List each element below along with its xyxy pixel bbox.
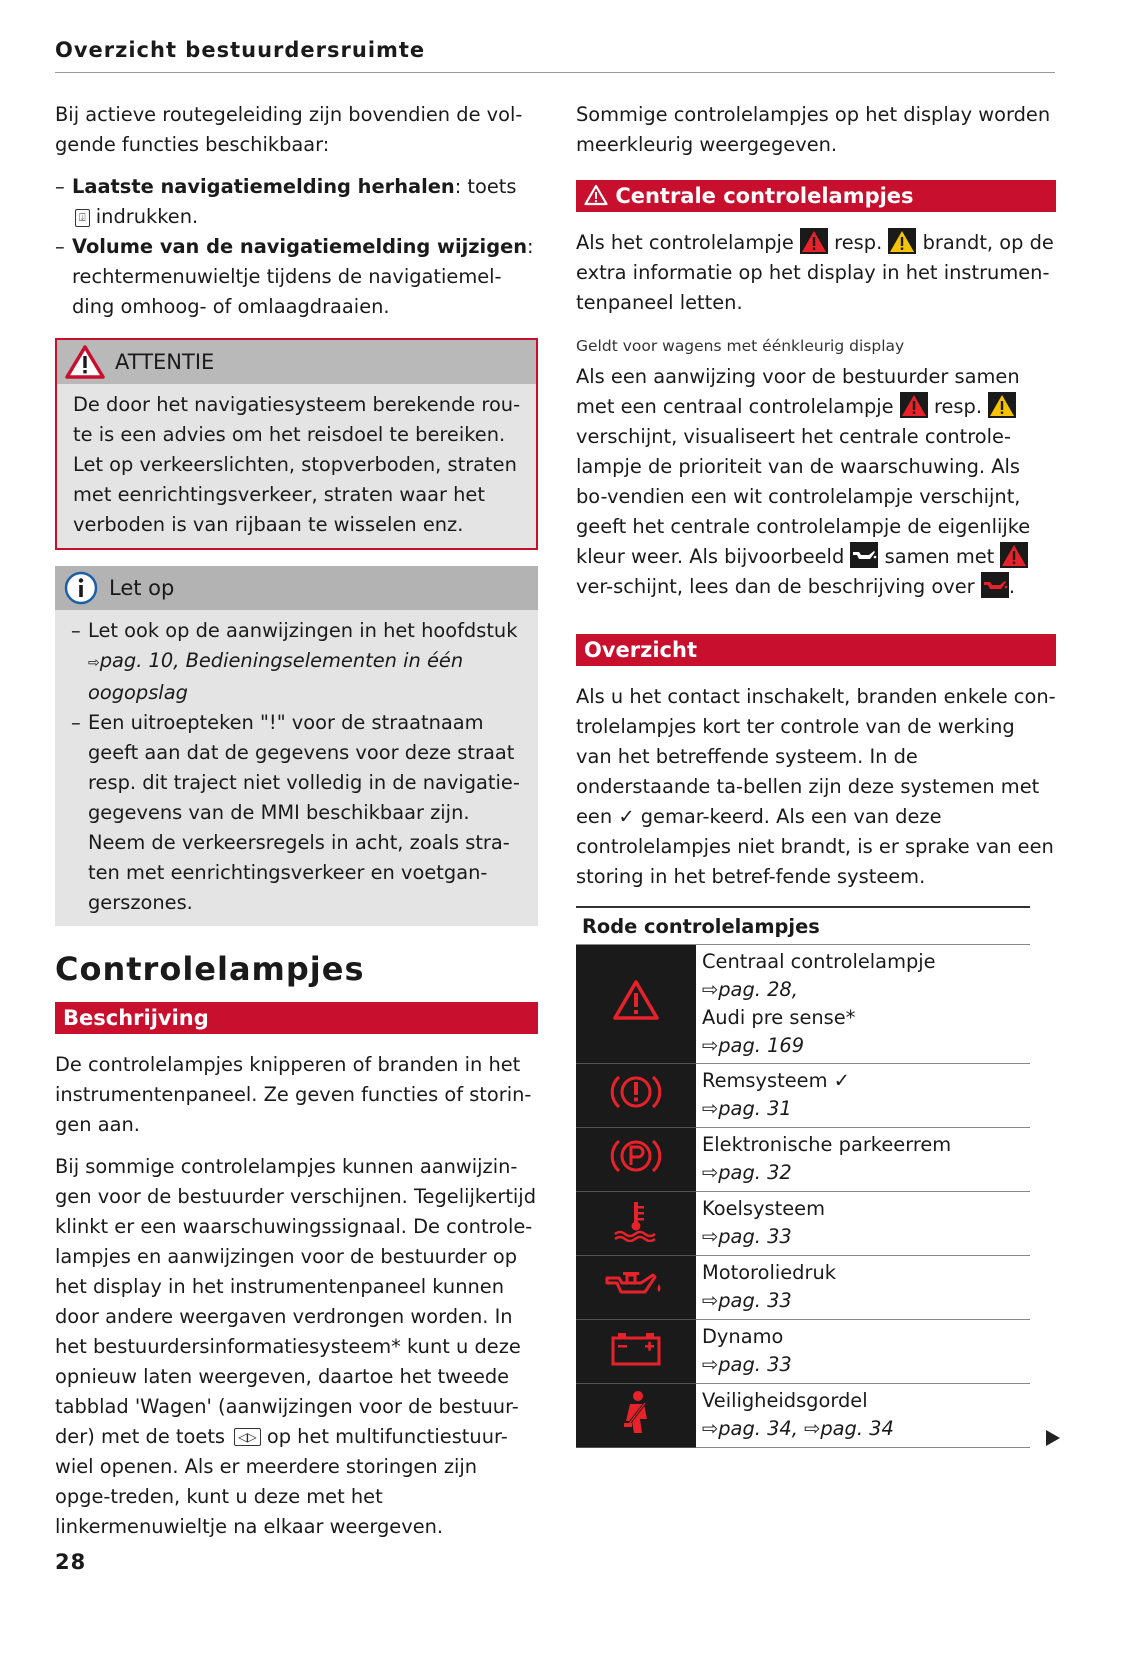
central-lamps-title: Centrale controlelampjes — [615, 184, 914, 208]
table-icon-cell — [576, 1320, 696, 1384]
table-text-cell — [696, 1192, 1030, 1256]
letop-item — [71, 616, 524, 708]
letop-item-reference[interactable] — [88, 649, 463, 704]
table-icon-cell — [576, 945, 696, 1064]
subsection-bar: Beschrijving — [55, 1002, 538, 1034]
bullet-text: : rechtermenuwieltje tijdens de navigatiemel-ding omhoog- of omlaagdraaien. — [72, 235, 534, 318]
red-lamps-table — [576, 906, 1030, 1448]
paragraph-text: samen met — [878, 545, 995, 568]
table-text-cell — [696, 945, 1030, 1064]
table-text-cell — [696, 1384, 1030, 1448]
bullet-text: indrukken. — [89, 205, 199, 228]
bullet-text: : toets — [454, 175, 517, 198]
paragraph-text: resp. — [927, 395, 982, 418]
letop-item-text: Let ook op de aanwijzingen in het hoofdstuk — [88, 619, 518, 642]
table-text-cell — [696, 1128, 1030, 1192]
central-lamp-paragraph — [576, 228, 1056, 318]
next-page-arrow-icon[interactable] — [1046, 1430, 1060, 1446]
lamp-name: Veiligheidsgordel — [702, 1389, 868, 1412]
lamp-name: Koelsysteem — [702, 1197, 825, 1220]
attentie-title: ATTENTIE — [115, 350, 215, 374]
lamp-name: Centraal controlelampje — [702, 950, 936, 973]
parking-brake-icon — [610, 1136, 662, 1176]
paragraph-text: Als een aanwijzing voor de bestuurder samen met een centraal controlelampje — [576, 365, 1020, 418]
yellow-warning-lamp-icon — [988, 392, 1016, 418]
red-oil-lamp-icon — [981, 572, 1009, 598]
attentie-text: De door het navigatiesysteem berekende rou-te is een advies om het reisdoel te bereiken. Let op verkeerslichten, stopverboden, straten met eenrichtingsverkeer, straten waar het verboden is van rijbaan te wisselen enz. — [73, 393, 521, 536]
left-right-key-icon: ◁▷ — [234, 1428, 260, 1446]
table-icon-cell — [576, 1064, 696, 1128]
page-reference[interactable]: ⇨pag. 169 — [702, 1034, 805, 1057]
letop-item-reference-text: pag. 10, Bedieningselementen in één oogopslag — [88, 649, 464, 704]
repeat-key-icon: ⍗ — [75, 209, 90, 227]
page-reference[interactable]: ⇨pag. 28, — [702, 978, 798, 1001]
paragraph-text: brandt, op de extra informatie op het display in het instrumen-tenpaneel letten. — [576, 231, 1054, 314]
paragraph-text: Als het controlelampje — [576, 231, 794, 254]
table-row — [576, 945, 1030, 1064]
description-paragraph: De controlelampjes knipperen of branden in het instrumentenpaneel. Ze geven functies of storin-gen aan. — [55, 1053, 532, 1136]
lamp-name: Remsysteem ✓ — [702, 1069, 850, 1092]
paragraph-text: resp. — [828, 231, 883, 254]
paragraph-text: . — [1008, 575, 1015, 598]
left-column — [55, 100, 538, 1554]
battery-icon — [609, 1330, 663, 1366]
central-lamps-bar — [576, 180, 1056, 212]
warning-triangle-icon — [611, 978, 661, 1022]
bullet-bold: Laatste navigatiemelding herhalen — [72, 175, 455, 198]
table-icon-cell — [576, 1384, 696, 1448]
table-row — [576, 1256, 1030, 1320]
section-heading: Controlelampjes — [55, 950, 365, 988]
right-column — [576, 100, 1056, 1448]
overview-bar: Overzicht — [576, 634, 1056, 666]
red-warning-lamp-icon — [1000, 542, 1028, 568]
page-number: 28 — [55, 1550, 87, 1574]
red-warning-lamp-icon — [800, 228, 828, 254]
bullet-navigation-volume — [55, 232, 538, 322]
table-row — [576, 1384, 1030, 1448]
table-row — [576, 1064, 1030, 1128]
table-row — [576, 1320, 1030, 1384]
multicolor-paragraph: Sommige controlelampjes op het display worden meerkleurig weergegeven. — [576, 103, 1051, 156]
letop-header — [55, 566, 538, 610]
lamp-name: Motoroliedruk — [702, 1261, 836, 1284]
table-header-row — [576, 907, 1030, 945]
paragraph-text: ver-schijnt, lees dan de beschrijving over — [576, 575, 975, 598]
white-oil-lamp-icon — [850, 542, 878, 568]
letop-body — [55, 610, 538, 926]
table-icon-cell — [576, 1128, 696, 1192]
bullet-bold: Volume van de navigatiemelding wijzigen — [72, 235, 528, 258]
oil-pressure-icon — [603, 1266, 669, 1302]
bullet-repeat-navigation — [55, 172, 538, 232]
letop-item: – Een uitroepteken "!" voor de straatnaam geeft aan dat de gegevens voor deze straat resp. dit traject niet volledig in de navigatie-gegevens van de MMI beschikbaar zijn. Neem de verkeersregels in acht, zoals stra-ten met eenrichtingsverkeer en voetgan-gerszones. — [71, 708, 524, 918]
seatbelt-icon — [614, 1389, 658, 1435]
paragraph-text: Bij sommige controlelampjes kunnen aanwijzin-gen voor de bestuurder verschijnen. Tegelijkertijd klinkt er een waarschuwingssignaal. De controle-lampjes en aanwijzingen voor de bestuurder op het display in het instrumentenpaneel kunnen door andere weergaven verdrongen worden. In het bestuurdersinformatiesysteem* kunt u deze opnieuw laten weergeven, daartoe het tweede tabblad 'Wagen' (aanwijzingen voor de bestuur-der) met de toets — [55, 1155, 537, 1448]
info-icon — [63, 570, 99, 606]
paragraph-text: op het multifunctiestuur-wiel openen. Als er meerdere storingen zijn opge-treden, kunt u deze met het linkermenuwieltje na elkaar weergeven. — [55, 1425, 508, 1538]
attentie-header — [57, 340, 536, 384]
intro-paragraph: Bij actieve routegeleiding zijn bovendien de vol-gende functies beschikbaar: — [55, 103, 523, 156]
page-reference[interactable]: ⇨pag. 33 — [702, 1225, 792, 1248]
yellow-warning-lamp-icon — [888, 228, 916, 254]
warning-triangle-icon — [65, 345, 105, 379]
table-text-cell — [696, 1064, 1030, 1128]
brake-system-icon — [610, 1072, 662, 1112]
table-icon-cell — [576, 1192, 696, 1256]
table-icon-cell — [576, 1256, 696, 1320]
arrow-right-icon: ⇨ — [88, 655, 100, 671]
coolant-icon — [611, 1198, 661, 1242]
lamp-name: Elektronische parkeerrem — [702, 1133, 952, 1156]
page-reference[interactable]: ⇨pag. 33 — [702, 1353, 792, 1376]
attentie-box — [55, 338, 538, 550]
red-warning-lamp-icon — [900, 392, 928, 418]
paragraph-text: verschijnt, visualiseert het centrale controle-lampje de prioriteit van de waarschuwing. Als bo-vendien een wit controlelampje verschijnt, geeft het centrale controlelampje de eigenlijke kleur weer. Als bijvoorbeeld — [576, 425, 1031, 568]
page-reference[interactable]: ⇨pag. 33 — [702, 1289, 792, 1312]
table-text-cell — [696, 1320, 1030, 1384]
page-reference[interactable]: ⇨pag. 31 — [702, 1097, 792, 1120]
table-text-cell — [696, 1256, 1030, 1320]
page-header-title: Overzicht bestuurdersruimte — [55, 38, 426, 62]
overview-paragraph: Als u het contact inschakelt, branden enkele con-trolelampjes kort ter controle van de werking van het betreffende systeem. In de onderstaande ta-bellen zijn deze systemen met een ✓ gemar-keerd. Als een van deze controlelampjes niet brandt, is er sprake van een storing in het betref-fende systeem. — [576, 685, 1056, 888]
lamp-name: Audi pre sense* — [702, 1006, 856, 1029]
page-reference[interactable]: ⇨pag. 32 — [702, 1161, 792, 1184]
page-header — [55, 38, 1055, 73]
warning-triangle-outline-icon — [584, 184, 608, 206]
letop-title: Let op — [109, 576, 175, 600]
applicability-note: Geldt voor wagens met éénkleurig display — [576, 337, 905, 355]
table-row — [576, 1128, 1030, 1192]
letop-box — [55, 566, 538, 926]
table-header: Rode controlelampjes — [576, 907, 1030, 945]
description-paragraph-2 — [55, 1152, 538, 1542]
table-row — [576, 1192, 1030, 1256]
monochrome-display-paragraph — [576, 362, 1056, 602]
page-reference[interactable]: ⇨pag. 34, ⇨pag. 34 — [702, 1417, 894, 1440]
lamp-name: Dynamo — [702, 1325, 784, 1348]
